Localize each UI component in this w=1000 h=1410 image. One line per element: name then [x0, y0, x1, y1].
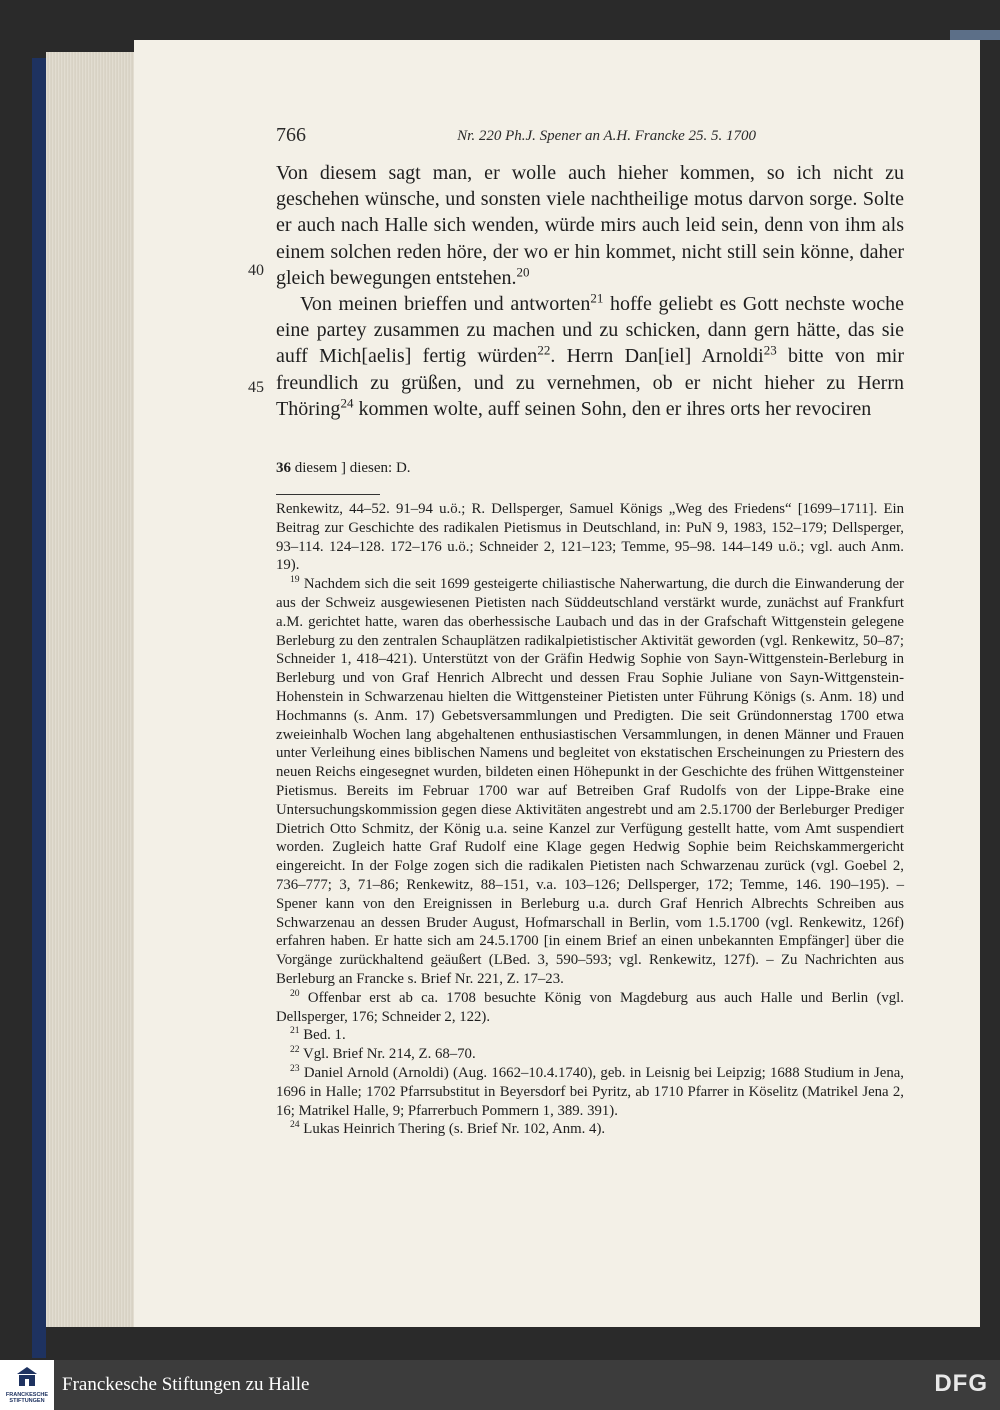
logo-text: FRANCKESCHE STIFTUNGEN — [5, 1392, 49, 1404]
line-number-45: 45 — [248, 379, 264, 396]
footnote-21: $^{21}$ Bed. 1. — [290, 1025, 346, 1044]
book-cover-top — [950, 30, 1000, 40]
footnote-22: $^{22}$ Vgl. Brief Nr. 214, Z. 68–70. — [290, 1044, 476, 1063]
paragraph: Von meinen brieffen und antworten$^{21}$ hoffe geliebt es Gott nechste woche eine partey zusammen zu machen und zu schicken, dann gern hätte, das sie auff Mich[aelis] fertig würden$^{22}$. Herrn Dan[iel] Arnoldi$^{23}$ bitte von mir freundlich zu grüßen, und zu vernehmen, ob er nicht hieher zu Herrn Thöring$^{24}$ kommen wolte, auff seinen Sohn, den er ihres orts her revociren — [276, 290, 904, 420]
building-icon — [16, 1366, 38, 1388]
viewer-footer — [0, 1360, 1000, 1410]
footnote-20: $^{20}$ Offenbar erst ab ca. 1708 besuchte König von Magdeburg aus auch Halle und Berlin (vgl. Dellsperger, 176; Schneider 2, 122). — [276, 987, 904, 1025]
footnote-24: $^{24}$ Lukas Heinrich Thering (s. Brief Nr. 102, Anm. 4). — [290, 1119, 606, 1138]
letter-text — [276, 160, 904, 422]
line-number-40: 40 — [248, 262, 264, 279]
critical-apparatus: 36 diesem ] diesen: D. — [276, 460, 411, 476]
book-cover-spine — [32, 58, 46, 1358]
paragraph: Von diesem sagt man, er wolle auch hieher kommen, so ich nicht zu geschehen wünsche, und sonsten viele nachtheilige motus darvon sorge. Solte er auch nach Halle sich wenden, würde mirs auch leid sein, denn von ihm als einem solchen reden höre, der wo er hin kommet, nicht still sein könne, daher gleich bewegungen entstehen.$^{20}$ — [276, 162, 904, 289]
footnotes — [276, 500, 904, 1139]
footnote-rule — [276, 494, 380, 495]
footnote-23: $^{23}$ Daniel Arnold (Arnoldi) (Aug. 1662–10.4.1740), geb. in Leisnig bei Leipzig; 1688 Studium in Jena, 1696 in Halle; 1702 Pfarrsubstitut in Beyersdorf bei Pyritz, ab 1710 Pfarrer in Köselitz (Matrikel Jena 2, 16; Matrikel Halle, 9; Pfarrerbuch Pommern 1, 389. 391). — [276, 1062, 904, 1119]
page-number: 766 — [276, 124, 306, 146]
footnote-19: $^{19}$ Nachdem sich die seit 1699 gesteigerte chiliastische Naherwartung, die durch die Einwanderung der aus der Schweiz ausgewiesenen Pietisten nach Süddeutschland verstärkt wurde, zunächst auf Frankfurt a.M. gerichtet hatte, waren das oberhessische Laubach und das in der Grafschaft Wittgenstein gelegene Berleburg zu den zentralen Schauplätzen radikalpietistischer Aktivität geworden (vgl. Renkewitz, 50–87; Schneider 1, 418–421). Unterstützt von der Gräfin Hedwig Sophie von Sayn-Wittgenstein-Berleburg in Berleburg und von Graf Henrich Albrecht und dessen Frau Sophie Juliane von Sayn-Wittgenstein-Hohenstein in Schwarzenau hielten die Wittgensteiner Pietisten unter Führung Königs (s. Anm. 18) und Hochmanns (s. Anm. 17) Gebetsversammlungen und Predigten. Die seit Gründonnerstag 1700 etwa zweieinhalb Wochen lang abgehaltenen enthusiastischen Versammlungen, in denen Männer und Frauen unter Verleihung eines biblischen Namens und begleitet von ekstatischen Erscheinungen zu Priestern des neuen Reichs eingesegnet wurden, bildeten einen Höhepunkt in der Geschichte des frühen Wittgensteiner Pietismus. Bereits im Februar 1700 war auf Betreiben Graf Rudolfs von der Lippe-Brake eine Untersuchungskommission gegen diese Aktivitäten angestrebt und am 2.5.1700 der Berleburger Prediger Dietrich Otto Schmitz, der König u.a. seine Kanzel zur Verfügung gestellt hatte, vom Amt suspendiert worden. Zugleich hatte Graf Rudolf eine Klage gegen Hedwig Sophie beim Reichskammergericht eingereicht. In der Folge zogen sich die radikalen Pietisten nach Schwarzenau zurück (vgl. Goebel 2, 736–777; 3, 71–86; Renkewitz, 88–151, v.a. 103–126; Dellsperger, 172; Temme, 146. 190–195). – Spener kann von den Ereignissen in Berleburg u.a. durch Graf Henrich Albrechts Schreiben aus Schwarzenau an dessen Bruder August, Hofmarschall in Berlin, vom 1.5.1700 (vgl. Renkewitz, 126f) erfahren haben. Er hatte sich am 24.5.1700 [in einem Brief an einen unbekannten Empfänger] über die Vorgänge zurückhaltend geäußert (LBed. 3, 590–593; vgl. Renkewitz, 127f). – Zu Nachrichten aus Berleburg an Francke s. Brief Nr. 221, Z. 17–23. — [276, 574, 904, 987]
institution-logo[interactable] — [0, 1360, 54, 1410]
dfg-logo[interactable]: DFG — [934, 1370, 988, 1397]
footer-title[interactable]: Franckesche Stiftungen zu Halle — [62, 1374, 310, 1395]
footnote-continuation: Renkewitz, 44–52. 91–94 u.ö.; R. Dellsperger, Samuel Königs „Weg des Friedens“ [1699–1711]. Ein Beitrag zur Geschichte des radikalen Pietismus in Deutschland, in: PuN 9, 1983, 152–179; Dellsperger, 93–114. 124–128. 172–176 u.ö.; Schneider 2, 121–123; Temme, 95–98. 144–149 u.ö.; vgl. auch Anm. 19). — [276, 501, 904, 574]
page-stack-edge — [46, 52, 138, 1327]
running-title: Nr. 220 Ph.J. Spener an A.H. Francke 25. 5. 1700 — [457, 128, 756, 144]
